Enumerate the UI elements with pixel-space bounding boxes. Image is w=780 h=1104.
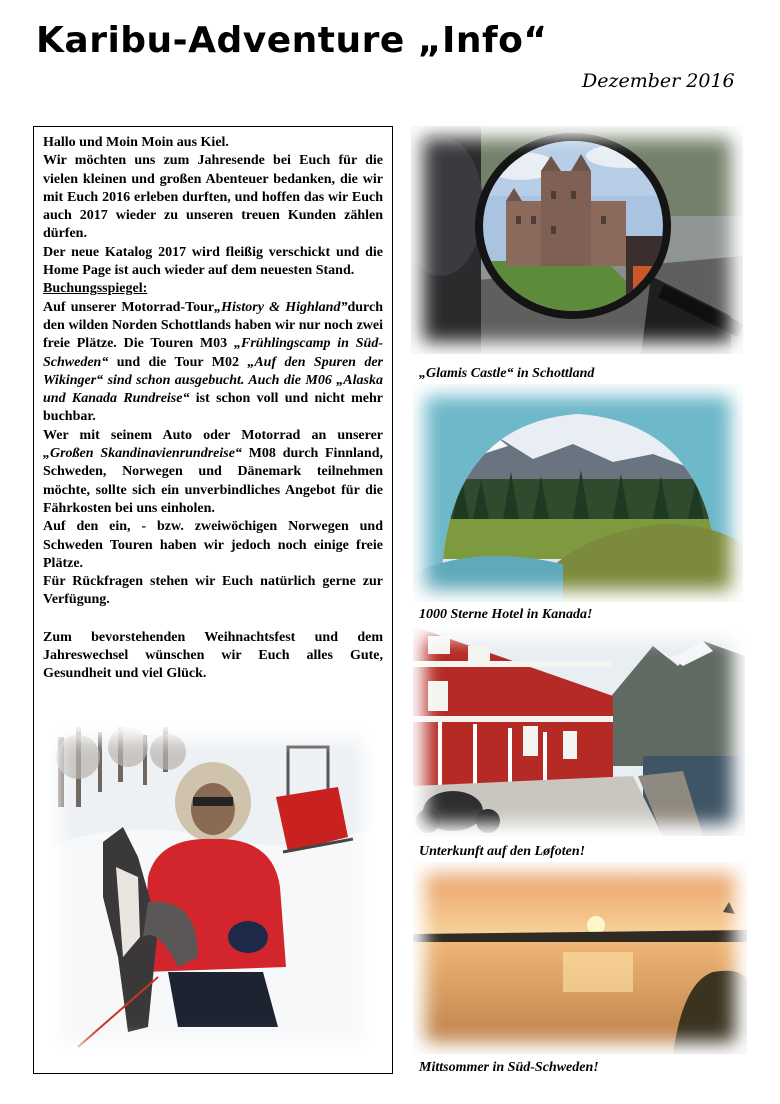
- booking-text-2: durch den wilden Norden Schottlands haben wir nur noch zwei freie Plätze. Die Touren M03: [43, 299, 383, 352]
- booking-tour-m02-m06: „Auf den Spuren der Wikinger“ sind schon ausgebucht. Auch die M06 „Alaska und Kanada Rundreise“: [43, 354, 384, 407]
- newsletter-date: Dezember 2016: [582, 70, 735, 92]
- castle-mirror-photo: [411, 126, 743, 354]
- questions-paragraph: Für Rückfragen stehen wir Euch natürlich gerne zur Verfügung.: [43, 574, 383, 608]
- caption-tent-canada: 1000 Sterne Hotel in Kanada!: [419, 607, 593, 622]
- caption-lofoten-lodge: Unterkunft auf den Løfoten!: [419, 844, 586, 859]
- booking-heading: Buchungsspiegel:: [43, 281, 148, 297]
- booking-text-1: Auf unserer Motorrad-Tour: [43, 299, 215, 315]
- scandinavia-text-1: Wer mit seinem Auto oder Motorrad an unserer: [43, 427, 383, 443]
- scandinavia-paragraph: [43, 427, 383, 518]
- catalog-paragraph: Der neue Katalog 2017 wird fleißig verschickt und die Home Page ist auch wieder auf dem neuesten Stand.: [43, 244, 383, 279]
- newsletter-title: Karibu-Adventure „Info“: [36, 20, 548, 61]
- tent-canada-photo: [413, 384, 743, 602]
- norway-paragraph: Auf den ein, - bzw. zweiwöchigen Norwegen und Schweden Touren haben wir jedoch noch einige freie Plätze.: [43, 519, 383, 571]
- letter-body: [43, 134, 383, 684]
- booking-text-3: und die Tour M02: [108, 354, 248, 370]
- scandinavia-text-2: M08 durch Finnland, Schweden, Norwegen und Dänemark teilnehmen möchte, sollte sich ein unverbindliches Angebot für die Fährkosten bei uns einholen.: [43, 446, 383, 516]
- lofoten-lodge-photo: [413, 626, 745, 836]
- caption-midsummer: Mittsommer in Süd-Schweden!: [419, 1060, 599, 1075]
- wishes-paragraph: Zum bevorstehenden Weihnachtsfest und dem Jahreswechsel wünschen wir Euch alles Gute, Gesundheit und viel Glück.: [43, 629, 383, 682]
- greeting-paragraph: Hallo und Moin Moin aus Kiel.: [43, 135, 229, 150]
- husky-sled-photo: [48, 727, 376, 1055]
- scandinavia-tour-name: „Großen Skandinavienrundreise“: [43, 446, 242, 462]
- thanks-paragraph: Wir möchten uns zum Jahresende bei Euch für die vielen kleinen und großen Abenteuer bedanken, die wir mit Euch 2016 erleben durften, und hoffen das wir Euch auch 2017 wieder zu unseren treuen Kunden zählen dürfen.: [43, 153, 383, 242]
- booking-text-4: ist schon voll und nicht mehr buchbar.: [43, 391, 383, 425]
- caption-glamis-castle: „Glamis Castle“ in Schottland: [419, 366, 595, 381]
- booking-paragraph: [43, 299, 383, 427]
- letter-box: [33, 126, 393, 1074]
- midsummer-sunset-photo: [413, 862, 747, 1054]
- booking-tour-history: „History & Highland”: [214, 299, 348, 315]
- booking-tour-m03: „Frühlingscamp in Süd-Schweden“: [43, 336, 384, 370]
